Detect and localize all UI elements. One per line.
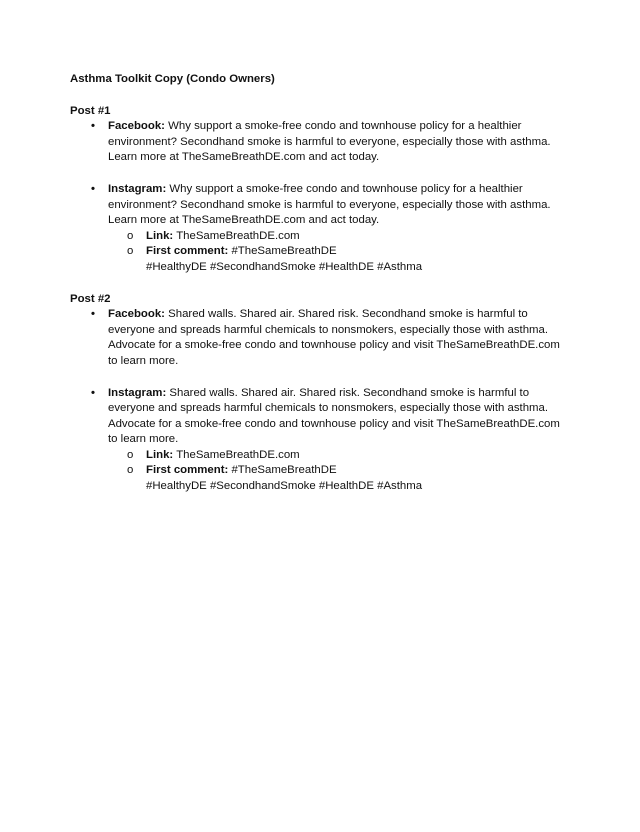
document-title: Asthma Toolkit Copy (Condo Owners) <box>70 73 275 85</box>
document-page <box>70 72 570 511</box>
sub-bullet-icon: o <box>127 448 134 461</box>
post-2-comment-label: First comment: <box>146 464 229 477</box>
post-2-link-value: TheSameBreathDE.com <box>176 448 300 461</box>
post-1-comment-line1: #TheSameBreathDE <box>231 245 337 258</box>
bullet-icon: • <box>91 308 95 321</box>
post-2-comment-item <box>108 463 570 494</box>
post-1-link-value: TheSameBreathDE.com <box>176 229 300 242</box>
post-2-instagram-sublist <box>108 448 570 495</box>
sub-bullet-icon: o <box>127 245 134 258</box>
post-2-link-label: Link: <box>146 448 174 461</box>
post-1-instagram-label: Instagram: <box>108 182 167 195</box>
post-2-platform-list <box>70 307 570 495</box>
bullet-icon: • <box>91 120 95 133</box>
post-2-link-item <box>108 448 570 464</box>
post-2-facebook-label: Facebook: <box>108 308 165 321</box>
bullet-icon: • <box>91 386 95 399</box>
post-1-platform-list <box>70 119 570 275</box>
post-1-heading: Post #1 <box>70 104 111 117</box>
post-1-facebook-label: Facebook: <box>108 120 165 133</box>
post-2-comment-line1: #TheSameBreathDE <box>231 464 337 477</box>
post-1-link-item <box>108 229 570 245</box>
post-1-facebook-item <box>70 119 570 166</box>
post-2-comment-line2: #HealthyDE #SecondhandSmoke #HealthDE #Asthma <box>146 480 423 493</box>
post-2-facebook-text: Shared walls. Shared air. Shared risk. Secondhand smoke is harmful to everyone and spreads harmful chemicals to nonsmokers, especially those with asthma. Advocate for a smoke-free condo and townhouse policy and visit TheSameBreathDE.com to learn more. <box>108 308 560 367</box>
sub-bullet-icon: o <box>127 229 134 242</box>
post-2-instagram-text: Shared walls. Shared air. Shared risk. Secondhand smoke is harmful to everyone and spreads harmful chemicals to nonsmokers, especially those with asthma. Advocate for a smoke-free condo and townhouse policy and visit TheSameBreathDE.com to learn more. <box>108 386 560 446</box>
post-2-heading: Post #2 <box>70 292 111 305</box>
post-1-link-label: Link: <box>146 229 174 242</box>
post-2-instagram-item <box>70 386 570 495</box>
post-1-instagram-item <box>70 182 570 276</box>
post-1-instagram-text: Why support a smoke-free condo and townhouse policy for a healthier environment? Secondhand smoke is harmful to everyone, especially those with asthma. Learn more at TheSameBreathDE.com and act today. <box>108 182 551 227</box>
post-2-instagram-label: Instagram: <box>108 386 167 399</box>
post-2-facebook-item <box>70 307 570 369</box>
sub-bullet-icon: o <box>127 464 134 477</box>
post-1-comment-item <box>108 244 570 275</box>
bullet-icon: • <box>91 182 95 195</box>
post-1-comment-label: First comment: <box>146 245 229 258</box>
post-1-facebook-text: Why support a smoke-free condo and townhouse policy for a healthier environment? Secondhand smoke is harmful to everyone, especially those with asthma. Learn more at TheSameBreathDE.com and act today. <box>108 120 551 164</box>
post-2 <box>70 292 570 495</box>
post-1-instagram-sublist <box>108 229 570 276</box>
post-1 <box>70 104 570 276</box>
post-1-comment-line2: #HealthyDE #SecondhandSmoke #HealthDE #Asthma <box>146 260 423 273</box>
